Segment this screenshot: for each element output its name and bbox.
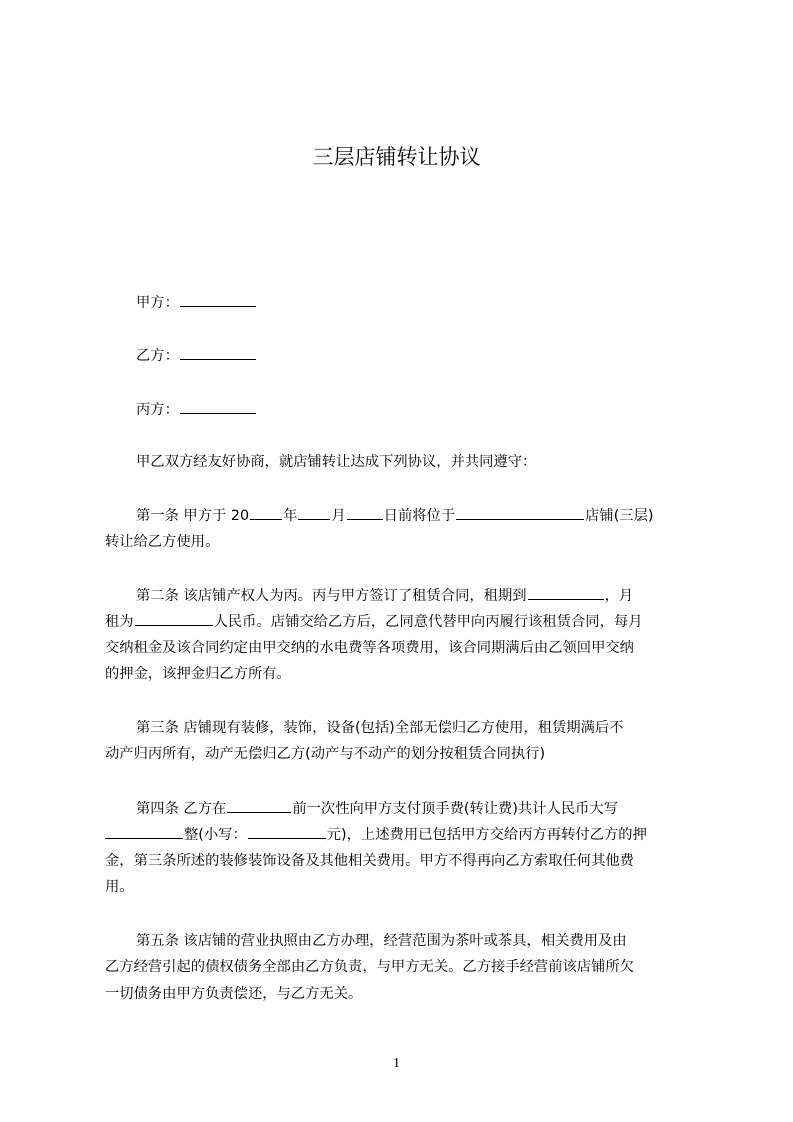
- article-4-deposit-text: 元)，上述费用已包括甲方交给丙方再转付乙方的押: [326, 827, 647, 843]
- article-1-text: 第一条 甲方于 20: [136, 508, 250, 524]
- party-c-line: [136, 399, 736, 420]
- day-blank: [347, 505, 383, 520]
- article-1-line-2: 转让给乙方使用。: [105, 534, 220, 550]
- party-b-label: 乙方：: [136, 348, 179, 364]
- document-title: 三层店铺转让协议: [312, 145, 481, 169]
- article-2-rent-text: 人民币。店铺交给乙方后，乙同意代替甲向丙履行该租赁合同，每月: [213, 614, 643, 630]
- article-5-line-3: 一切债务由甲方负责偿还，与乙方无关。: [105, 986, 363, 1002]
- article-1-line-1: [136, 505, 736, 526]
- article-5-line-1: 第五条 该店铺的营业执照由乙方办理，经营范围为茶叶或茶具，相关费用及由: [136, 933, 627, 949]
- party-a-label: 甲方：: [136, 295, 179, 311]
- article-5-line-2: 乙方经营引起的债权债务全部由乙方负责，与甲方无关。乙方接手经营前该店铺所欠: [105, 959, 634, 975]
- article-2-line-3: 交纳租金及该合同约定由甲交纳的水电费等各项费用，该合同期满后由乙领回甲交纳: [105, 640, 634, 656]
- article-1-shop: 店铺(三层): [585, 508, 654, 524]
- article-4-text: 第四条 乙方在: [136, 801, 227, 817]
- article-4-small-label: 整(小写：: [184, 827, 247, 843]
- party-c-blank: [180, 399, 256, 414]
- article-1-year: 年: [283, 508, 298, 524]
- party-b-line: [136, 345, 736, 366]
- article-2-line-1: [136, 585, 736, 606]
- intro-paragraph: 甲乙双方经友好协商，就店铺转让达成下列协议，并共同遵守：: [136, 454, 537, 470]
- article-4-line-2: [105, 824, 705, 845]
- party-a-line: [136, 292, 736, 313]
- article-2-rent-label: 租为: [105, 614, 134, 630]
- party-c-label: 丙方：: [136, 402, 179, 418]
- amount-capital-blank: [105, 824, 183, 839]
- article-4-line-1: [136, 798, 736, 819]
- article-4-fee-text: 前一次性向甲方支付顶手费(转让费)共计人民币大写: [292, 801, 619, 817]
- party-b-blank: [180, 345, 256, 360]
- month-blank: [298, 505, 330, 520]
- article-4-line-4: 用。: [105, 879, 134, 895]
- article-4-line-3: 金，第三条所述的装修装饰设备及其他相关费用。甲方不得再向乙方索取任何其他费: [105, 853, 634, 869]
- page-number: 1: [393, 1056, 400, 1071]
- payment-date-blank: [227, 798, 291, 813]
- article-3-line-1: 第三条 店铺现有装修，装饰，设备(包括)全部无偿归乙方使用，租赁期满后不: [136, 720, 624, 736]
- party-a-blank: [180, 292, 256, 307]
- lease-term-blank: [528, 585, 604, 600]
- location-blank: [456, 505, 584, 520]
- rent-blank: [135, 611, 213, 626]
- article-3-line-2: 动产归丙所有，动产无偿归乙方(动产与不动产的划分按租赁合同执行): [105, 746, 546, 762]
- article-1-location: 日前将位于: [383, 508, 456, 524]
- article-1-month: 月: [331, 508, 346, 524]
- article-2-month: ，月: [604, 588, 634, 604]
- year-blank: [250, 505, 282, 520]
- article-2-line-4: 的押金，该押金归乙方所有。: [105, 666, 291, 682]
- article-2-text: 第二条 该店铺产权人为丙。丙与甲方签订了租赁合同，租期到: [136, 588, 527, 604]
- article-2-line-2: [105, 611, 705, 632]
- amount-number-blank: [248, 824, 326, 839]
